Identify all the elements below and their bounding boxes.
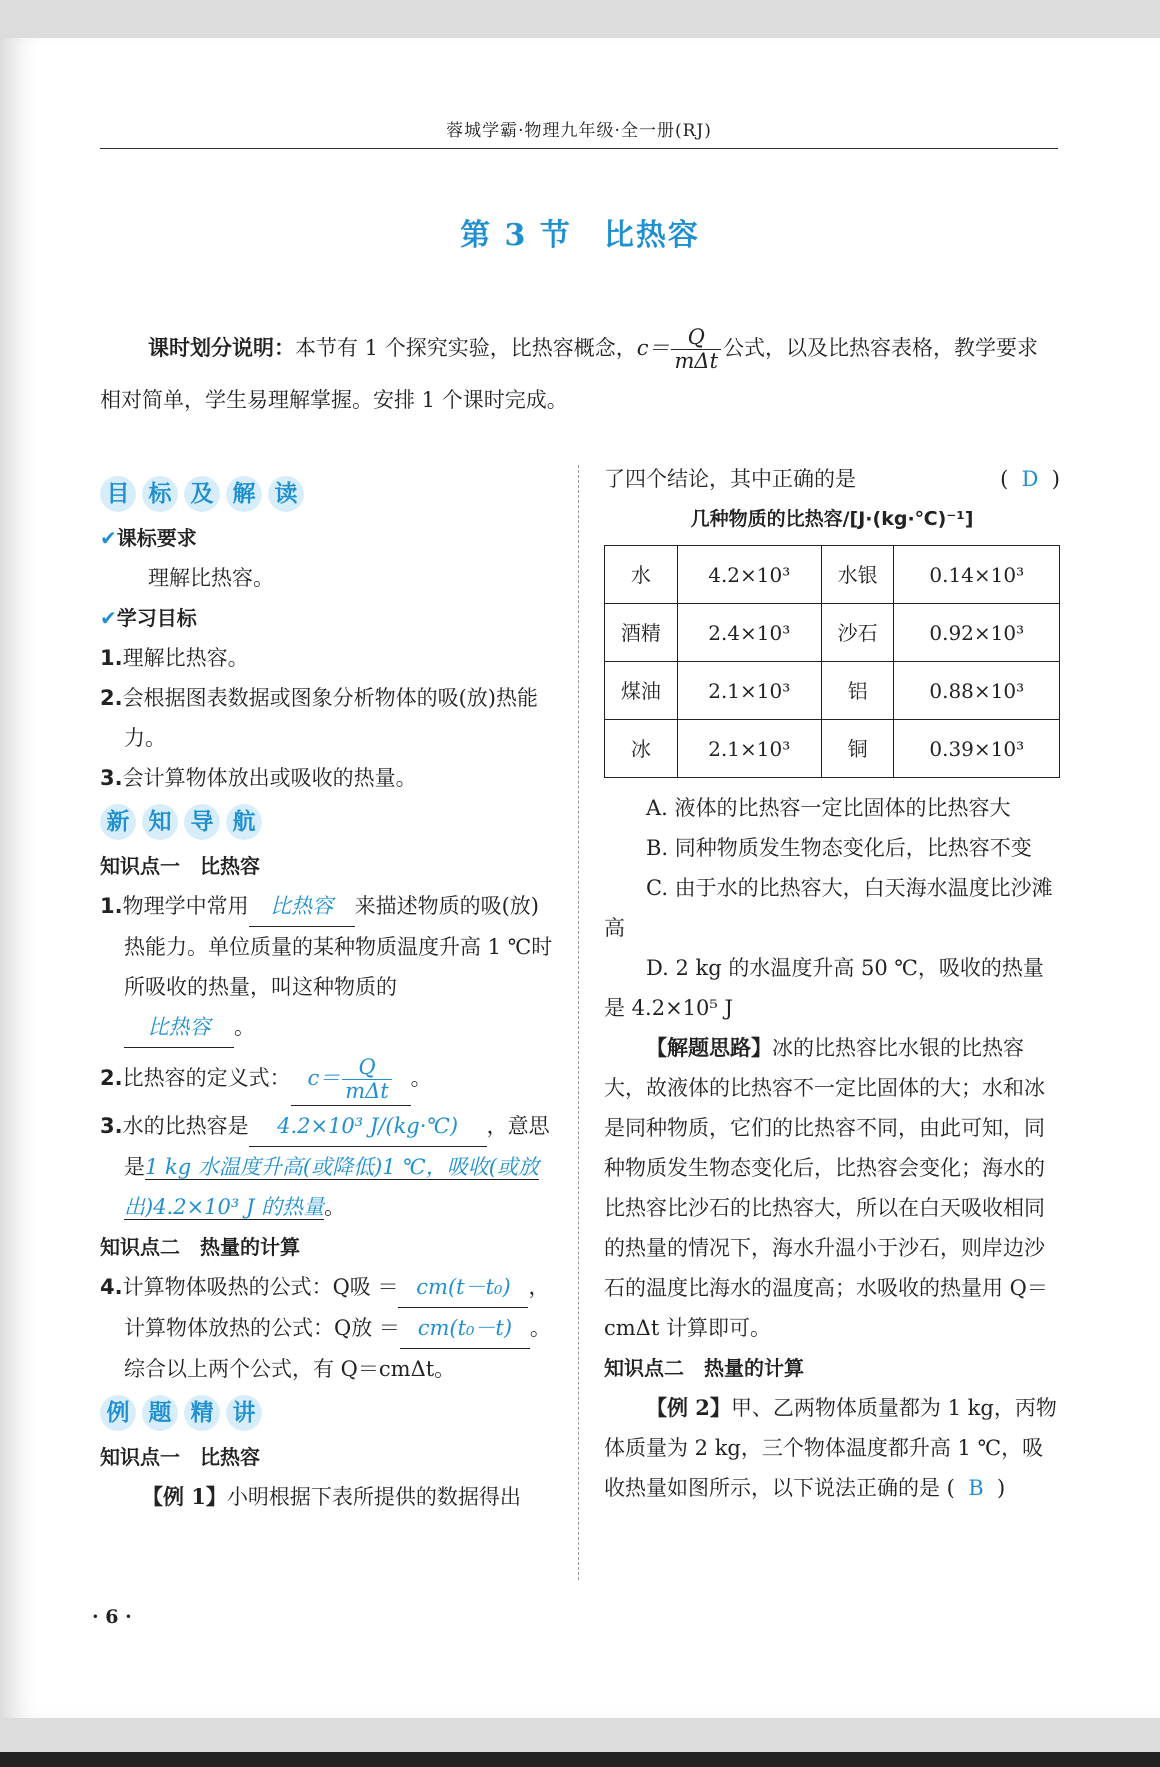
- badge-char: 目: [100, 476, 136, 512]
- goal-text: 会计算物体放出或吸收的热量。: [122, 766, 417, 790]
- knowledge-point-heading: 知识点一 比热容: [100, 1445, 260, 1470]
- answer-blank-formula: [291, 1054, 411, 1106]
- example-label: 【例 2】: [646, 1395, 731, 1420]
- right-column: [604, 459, 1060, 1508]
- badge-char: 导: [184, 804, 220, 840]
- solution-text: 冰的比热容比水银的比热容大，故液体的比热容不一定比固体的大；水和冰是同种物质，它们的比热容不同，由此可知，同种物质发生物态变化后，比热容会变化；海水的比热容比沙石的比热容大，所以在白天吸收相同的热量的情况下，海水升温小于沙石，则岸边沙石的温度比海水的温度高；水吸收的热量用 Q＝cmΔt 计算即可。: [604, 1036, 1048, 1340]
- table-cell: 4.2×10³: [677, 546, 821, 604]
- badge-char: 新: [100, 804, 136, 840]
- fraction-numerator: Q: [671, 326, 721, 350]
- badge-char: 精: [184, 1395, 220, 1431]
- intro-paragraph: [100, 322, 1058, 426]
- answer-blank: cm(t－t₀): [398, 1267, 528, 1308]
- specific-heat-table: [604, 545, 1060, 778]
- table-cell: 水银: [821, 546, 894, 604]
- example-text: 了四个结论，其中正确的是: [604, 467, 856, 491]
- question-text: 计算物体吸热的公式：Q吸 ＝: [122, 1275, 399, 1300]
- knowledge-point-heading: 知识点一 比热容: [100, 854, 260, 878]
- question-text: 比热容的定义式：: [122, 1066, 291, 1091]
- running-header: 蓉城学霸·物理九年级·全一册(RJ): [446, 121, 712, 141]
- badge-examples: [100, 1395, 555, 1431]
- table-cell: 铝: [821, 662, 894, 720]
- table-cell: 铜: [821, 720, 894, 778]
- fraction-denominator: mΔt: [345, 1079, 389, 1104]
- solution-label: 【解题思路】: [646, 1035, 772, 1060]
- table-cell: 沙石: [821, 604, 894, 662]
- question-text: 。: [324, 1195, 346, 1220]
- standard-label: 课标要求: [116, 526, 197, 550]
- header-rule: [100, 148, 1058, 149]
- question-number: 4.: [100, 1275, 123, 1300]
- table-cell: 2.4×10³: [677, 604, 821, 662]
- check-icon: ✔: [100, 606, 117, 630]
- goal-number: 3.: [100, 766, 123, 790]
- table-cell: 2.1×10³: [677, 720, 821, 778]
- goals-heading: [100, 598, 555, 638]
- question-text: 水的比热容是: [122, 1114, 249, 1139]
- page-number: · 6 ·: [92, 1606, 132, 1628]
- badge-char: 及: [184, 476, 220, 512]
- question-4: [100, 1267, 555, 1389]
- question-number: 3.: [100, 1114, 123, 1139]
- question-1: [100, 886, 555, 1048]
- question-text: ，: [528, 1275, 550, 1300]
- answer-blank: 比热容: [124, 1007, 234, 1048]
- goal-text: 理解比热容。: [122, 646, 249, 670]
- standard-text: 理解比热容。: [148, 566, 274, 590]
- question-number: 2.: [100, 1066, 123, 1091]
- table-cell: 0.14×10³: [894, 546, 1060, 604]
- formula-fraction: [342, 1056, 392, 1103]
- fraction-denominator: mΔt: [674, 349, 719, 373]
- intro-text1: 本节有 1 个探究实验，比热容概念，: [295, 336, 637, 360]
- question-2: [100, 1054, 555, 1106]
- question-text: ，意思是: [124, 1114, 550, 1180]
- table-cell: 冰: [605, 720, 678, 778]
- table-cell: 酒精: [605, 604, 678, 662]
- example-1-continued: [604, 459, 1060, 499]
- table-cell: 0.92×10³: [894, 604, 1060, 662]
- example-2: 【例 2】甲、乙两物体质量都为 1 kg，丙物体质量为 2 kg，三个物体温度都升高 1 ℃，吸收热量如图所示，以下说法正确的是 ( B ): [604, 1395, 1057, 1500]
- table-caption: 几种物质的比热容/[J·(kg·℃)⁻¹]: [690, 508, 974, 530]
- badge-char: 讲: [226, 1395, 262, 1431]
- goal-text: 会根据图表数据或图象分析物体的吸(放)热能力。: [122, 686, 538, 750]
- table-cell: 0.88×10³: [894, 662, 1060, 720]
- knowledge-point-heading: 知识点二 热量的计算: [604, 1356, 804, 1380]
- goal-item: [100, 758, 555, 798]
- answer-choice: D: [1021, 467, 1039, 491]
- intro-text2: 公式，以及比热容表格，教学要求相对简单，学生易理解掌握。安排 1 个课时完成。: [100, 336, 1039, 412]
- question-number: 1.: [100, 894, 123, 918]
- answer-blank: 4.2×10³ J/(kg·℃): [249, 1106, 487, 1147]
- question-text: 物理学中常用: [122, 894, 249, 918]
- example-1: [100, 1477, 555, 1517]
- intro-c: c＝: [636, 336, 670, 360]
- badge-char: 标: [142, 476, 178, 512]
- table-cell: 水: [605, 546, 678, 604]
- intro-label: 课时划分说明：: [148, 335, 295, 360]
- table-row: [605, 720, 1060, 778]
- goal-item: [100, 678, 555, 758]
- question-text: 。: [410, 1066, 432, 1091]
- badge-new-knowledge: [100, 804, 555, 840]
- badge-goals: [100, 476, 555, 512]
- table-cell: 0.39×10³: [894, 720, 1060, 778]
- column-divider: [578, 465, 579, 1580]
- example-label: 【例 1】: [142, 1484, 227, 1510]
- badge-char: 例: [100, 1395, 136, 1431]
- option-d: D. 2 kg 的水温度升高 50 ℃，吸收的热量是 4.2×10⁵ J: [604, 956, 1044, 1020]
- knowledge-point-heading: 知识点二 热量的计算: [100, 1235, 300, 1260]
- standard-heading: [100, 518, 555, 558]
- answer-blank: cm(t₀－t): [400, 1308, 530, 1349]
- question-text: 综合以上两个公式，有 Q＝cmΔt。: [124, 1357, 456, 1382]
- answer-bracket: ( D ): [1000, 467, 1060, 491]
- intro-fraction: [671, 326, 721, 373]
- example-text: 甲、乙两物体质量都为 1 kg，丙物体质量为 2 kg，三个物体温度都升高 1 ℃，吸收热量如图所示，以下说法正确的是: [604, 1396, 1057, 1500]
- table-cell: 2.1×10³: [677, 662, 821, 720]
- goal-number: 1.: [100, 646, 123, 670]
- option-b: B. 同种物质发生物态变化后，比热容不变: [646, 836, 1032, 860]
- option-c: C. 由于水的比热容大，白天海水温度比沙滩高: [604, 876, 1053, 940]
- question-text: 。: [234, 1015, 255, 1039]
- section-title: 第 3 节 比热容: [460, 218, 700, 253]
- table-cell: 煤油: [605, 662, 678, 720]
- badge-char: 题: [142, 1395, 178, 1431]
- table-row: [605, 604, 1060, 662]
- goals-label: 学习目标: [116, 606, 197, 630]
- badge-char: 读: [268, 476, 304, 512]
- question-text: 。: [529, 1316, 551, 1341]
- badge-char: 解: [226, 476, 262, 512]
- answer-blank: 1 kg 水温度升高(或降低)1 ℃，吸收(或放出)4.2×10³ J 的热量: [124, 1155, 539, 1220]
- goal-number: 2.: [100, 686, 123, 710]
- bottom-bar: [0, 1752, 1160, 1767]
- table-row: [605, 546, 1060, 604]
- example-text: 小明根据下表所提供的数据得出: [226, 1485, 521, 1510]
- answer-blank: 比热容: [249, 886, 355, 927]
- option-a: A. 液体的比热容一定比固体的比热容大: [646, 796, 1011, 820]
- fraction-numerator: Q: [342, 1056, 392, 1080]
- goal-item: [100, 638, 555, 678]
- answer-choice: B: [968, 1476, 984, 1500]
- formula-c: c＝: [307, 1066, 341, 1091]
- question-text: 来描述物质的吸(放)热能力。单位质量的某种物质温度升高 1 ℃时所吸收的热量，叫这种物质的: [124, 894, 553, 999]
- badge-char: 知: [142, 804, 178, 840]
- badge-char: 航: [226, 804, 262, 840]
- check-icon: ✔: [100, 526, 117, 550]
- table-row: [605, 662, 1060, 720]
- left-column: [100, 470, 555, 1517]
- solution: [604, 1028, 1060, 1348]
- question-text: 计算物体放热的公式：Q放 ＝: [124, 1316, 400, 1341]
- question-3: [100, 1106, 555, 1227]
